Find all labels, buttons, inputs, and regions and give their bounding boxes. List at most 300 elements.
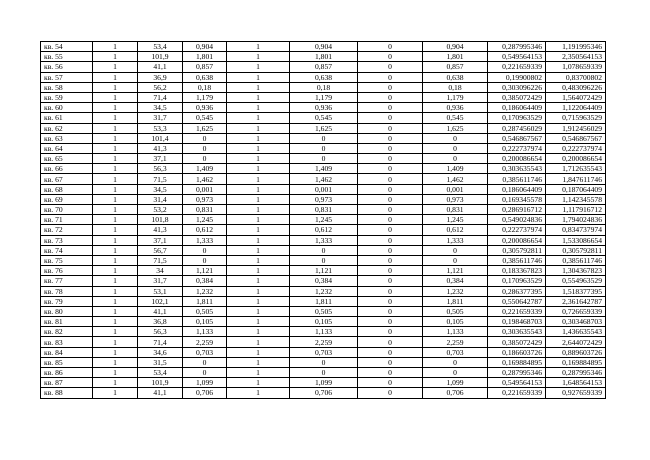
table-cell: 0,554963529 [546, 276, 606, 286]
apartment-label-cell: кв. 54 [41, 42, 93, 52]
table-cell: 0,18 [183, 82, 227, 92]
table-cell: 1 [227, 194, 290, 204]
table-row [41, 184, 606, 194]
table-cell: 0 [290, 143, 358, 153]
apartment-label-cell: кв. 57 [41, 72, 93, 82]
apartment-label-cell: кв. 58 [41, 82, 93, 92]
table-cell: 1 [93, 266, 138, 276]
table-row [41, 388, 606, 398]
table-cell: 0,505 [290, 306, 358, 316]
apartment-label-cell: кв. 66 [41, 164, 93, 174]
table-cell: 0 [423, 255, 488, 265]
table-cell: 0 [358, 72, 423, 82]
table-cell: 0,200086654 [488, 235, 546, 245]
table-row [41, 52, 606, 62]
table-cell: 0 [358, 245, 423, 255]
table-cell: 0 [423, 245, 488, 255]
table-cell: 1,648564153 [546, 378, 606, 388]
table-cell: 1,811 [183, 296, 227, 306]
table-cell: 0 [358, 194, 423, 204]
table-cell: 1,625 [183, 123, 227, 133]
table-cell: 0 [358, 113, 423, 123]
table-cell: 1 [227, 286, 290, 296]
table-cell: 0,384 [290, 276, 358, 286]
table-cell: 1,232 [290, 286, 358, 296]
table-cell: 2,644072429 [546, 337, 606, 347]
table-cell: 1,625 [290, 123, 358, 133]
apartment-label-cell: кв. 88 [41, 388, 93, 398]
table-cell: 0 [423, 133, 488, 143]
table-cell: 1 [93, 143, 138, 153]
apartment-label-cell: кв. 80 [41, 306, 93, 316]
table-cell: 0 [183, 245, 227, 255]
table-cell: 53,4 [138, 368, 183, 378]
table-cell: 31,4 [138, 194, 183, 204]
table-row [41, 357, 606, 367]
table-cell: 0,305792811 [488, 245, 546, 255]
table-cell: 1,811 [423, 296, 488, 306]
table-cell: 1 [93, 296, 138, 306]
table-cell: 0,904 [183, 42, 227, 52]
table-cell: 0,169884895 [546, 357, 606, 367]
table-cell: 34,5 [138, 184, 183, 194]
table-cell: 0,612 [290, 225, 358, 235]
table-row [41, 72, 606, 82]
table-cell: 0,105 [183, 317, 227, 327]
apartment-label-cell: кв. 82 [41, 327, 93, 337]
table-row [41, 103, 606, 113]
table-cell: 1 [227, 123, 290, 133]
table-cell: 0 [290, 368, 358, 378]
table-cell: 0,001 [183, 184, 227, 194]
table-cell: 1 [227, 337, 290, 347]
table-row [41, 286, 606, 296]
table-cell: 1 [227, 82, 290, 92]
table-cell: 0,170963529 [488, 276, 546, 286]
table-cell: 1 [227, 174, 290, 184]
table-cell: 1 [227, 184, 290, 194]
table-cell: 0,904 [423, 42, 488, 52]
table-cell: 1,133 [183, 327, 227, 337]
apartment-label-cell: кв. 59 [41, 92, 93, 102]
table-row [41, 154, 606, 164]
table-cell: 0,286916712 [488, 205, 546, 215]
table-cell: 1,179 [423, 92, 488, 102]
table-cell: 0,973 [423, 194, 488, 204]
table-cell: 0 [183, 154, 227, 164]
table-cell: 37,1 [138, 235, 183, 245]
table-cell: 0,857 [423, 62, 488, 72]
table-cell: 1 [93, 368, 138, 378]
table-cell: 0,857 [290, 62, 358, 72]
table-cell: 1,121 [183, 266, 227, 276]
table-cell: 0,385611746 [488, 255, 546, 265]
table-cell: 1 [93, 82, 138, 92]
table-cell: 0,638 [290, 72, 358, 82]
table-cell: 1 [227, 245, 290, 255]
table-cell: 1 [227, 266, 290, 276]
table-cell: 0 [358, 266, 423, 276]
table-row [41, 306, 606, 316]
table-cell: 53,4 [138, 42, 183, 52]
table-cell: 0,831 [183, 205, 227, 215]
apartment-label-cell: кв. 75 [41, 255, 93, 265]
table-cell: 0,549564153 [488, 378, 546, 388]
table-cell: 0,715963529 [546, 113, 606, 123]
table-cell: 2,259 [290, 337, 358, 347]
apartment-label-cell: кв. 87 [41, 378, 93, 388]
table-cell: 1 [227, 306, 290, 316]
apartment-label-cell: кв. 60 [41, 103, 93, 113]
table-cell: 1 [93, 347, 138, 357]
table-cell: 0 [290, 133, 358, 143]
table-cell: 0,638 [423, 72, 488, 82]
table-cell: 0 [423, 368, 488, 378]
table-cell: 1 [227, 368, 290, 378]
table-cell: 0 [358, 174, 423, 184]
table-cell: 34,6 [138, 347, 183, 357]
apartment-label-cell: кв. 65 [41, 154, 93, 164]
table-cell: 1 [227, 357, 290, 367]
table-cell: 0 [358, 92, 423, 102]
table-cell: 56,2 [138, 82, 183, 92]
table-cell: 1 [227, 133, 290, 143]
table-cell: 1 [227, 388, 290, 398]
table-cell: 0,287456029 [488, 123, 546, 133]
table-cell: 1,847611746 [546, 174, 606, 184]
table-cell: 0,169345578 [488, 194, 546, 204]
table-cell: 0,973 [290, 194, 358, 204]
apartment-label-cell: кв. 62 [41, 123, 93, 133]
table-cell: 1 [227, 154, 290, 164]
table-cell: 1 [227, 235, 290, 245]
table-cell: 1 [93, 327, 138, 337]
table-cell: 1 [227, 276, 290, 286]
table-cell: 0,001 [423, 184, 488, 194]
table-cell: 1 [227, 205, 290, 215]
apartment-label-cell: кв. 61 [41, 113, 93, 123]
table-cell: 0,936 [290, 103, 358, 113]
table-cell: 2,259 [423, 337, 488, 347]
table-cell: 0,303468703 [546, 317, 606, 327]
table-cell: 0,483096226 [546, 82, 606, 92]
table-cell: 0,706 [290, 388, 358, 398]
table-cell: 1,133 [423, 327, 488, 337]
table-cell: 1 [93, 276, 138, 286]
apartment-label-cell: кв. 67 [41, 174, 93, 184]
table-cell: 1 [227, 113, 290, 123]
table-cell: 1,245 [290, 215, 358, 225]
table-cell: 1 [227, 317, 290, 327]
table-cell: 0,385072429 [488, 337, 546, 347]
table-cell: 1 [227, 378, 290, 388]
table-cell: 0,638 [183, 72, 227, 82]
table-cell: 1,099 [183, 378, 227, 388]
table-cell: 0,384 [423, 276, 488, 286]
table-cell: 0,001 [290, 184, 358, 194]
table-row [41, 266, 606, 276]
apartment-label-cell: кв. 86 [41, 368, 93, 378]
table-cell: 0 [290, 255, 358, 265]
table-cell: 0 [358, 52, 423, 62]
table-cell: 34,5 [138, 103, 183, 113]
table-cell: 0,726659339 [546, 306, 606, 316]
table-cell: 0 [290, 357, 358, 367]
table-cell: 0 [423, 357, 488, 367]
table-cell: 1 [93, 62, 138, 72]
table-cell: 0 [183, 357, 227, 367]
table-cell: 1,712635543 [546, 164, 606, 174]
table-row [41, 113, 606, 123]
table-cell: 0,222737974 [488, 143, 546, 153]
table-cell: 0,904 [290, 42, 358, 52]
table-cell: 0 [358, 82, 423, 92]
table-cell: 1,121 [423, 266, 488, 276]
table-cell: 0,385611746 [488, 174, 546, 184]
apartment-label-cell: кв. 79 [41, 296, 93, 306]
table-cell: 0 [358, 42, 423, 52]
table-cell: 0,936 [183, 103, 227, 113]
table-cell: 0,505 [183, 306, 227, 316]
table-cell: 0 [183, 255, 227, 265]
apartment-label-cell: кв. 69 [41, 194, 93, 204]
table-cell: 0 [358, 306, 423, 316]
table-cell: 1,304367823 [546, 266, 606, 276]
table-cell: 1,333 [423, 235, 488, 245]
table-cell: 0,303096226 [488, 82, 546, 92]
table-cell: 0 [358, 378, 423, 388]
table-cell: 1,625 [423, 123, 488, 133]
table-cell: 0,703 [423, 347, 488, 357]
table-cell: 56,7 [138, 245, 183, 255]
table-cell: 34 [138, 266, 183, 276]
apartment-label-cell: кв. 68 [41, 184, 93, 194]
table-cell: 1,811 [290, 296, 358, 306]
table-cell: 1 [227, 42, 290, 52]
apartment-label-cell: кв. 81 [41, 317, 93, 327]
table-cell: 0 [358, 327, 423, 337]
table-cell: 0 [183, 143, 227, 153]
table-cell: 1 [93, 72, 138, 82]
table-row [41, 82, 606, 92]
table-cell: 1,333 [183, 235, 227, 245]
table-cell: 71,5 [138, 255, 183, 265]
table-cell: 0 [358, 388, 423, 398]
table-cell: 41,1 [138, 62, 183, 72]
apartment-label-cell: кв. 73 [41, 235, 93, 245]
table-cell: 0,384 [183, 276, 227, 286]
table-cell: 0,545 [423, 113, 488, 123]
table-cell: 1 [227, 225, 290, 235]
table-row [41, 205, 606, 215]
table-cell: 0,187064409 [546, 184, 606, 194]
table-cell: 1,232 [183, 286, 227, 296]
table-cell: 1 [93, 388, 138, 398]
table-cell: 0,889603726 [546, 347, 606, 357]
table-cell: 0 [358, 337, 423, 347]
table-cell: 1 [93, 194, 138, 204]
table-row [41, 296, 606, 306]
table-cell: 1 [93, 42, 138, 52]
table-cell: 0,545 [183, 113, 227, 123]
table-row [41, 317, 606, 327]
table-cell: 1 [93, 164, 138, 174]
table-row [41, 42, 606, 52]
table-cell: 1 [227, 92, 290, 102]
table-cell: 101,4 [138, 133, 183, 143]
table-cell: 1,179 [183, 92, 227, 102]
table-cell: 1 [93, 92, 138, 102]
table-cell: 0,169884895 [488, 357, 546, 367]
table-cell: 2,350564153 [546, 52, 606, 62]
table-cell: 1,121 [290, 266, 358, 276]
table-cell: 0,198468703 [488, 317, 546, 327]
table-cell: 1 [93, 286, 138, 296]
table-cell: 1 [93, 52, 138, 62]
table-cell: 0,19900802 [488, 72, 546, 82]
table-cell: 0,221659339 [488, 388, 546, 398]
apartment-label-cell: кв. 83 [41, 337, 93, 347]
table-cell: 0,287995346 [546, 368, 606, 378]
table-cell: 71,5 [138, 174, 183, 184]
table-cell: 0,287995346 [488, 42, 546, 52]
table-cell: 0 [423, 143, 488, 153]
table-row [41, 276, 606, 286]
table-cell: 1,333 [290, 235, 358, 245]
table-cell: 2,259 [183, 337, 227, 347]
table-cell: 0,505 [423, 306, 488, 316]
table-cell: 0,831 [290, 205, 358, 215]
table-cell: 0 [358, 347, 423, 357]
table-cell: 1 [227, 143, 290, 153]
table-cell: 0 [290, 245, 358, 255]
table-cell: 1,409 [183, 164, 227, 174]
table-cell: 1,409 [290, 164, 358, 174]
table-cell: 0 [358, 225, 423, 235]
apartment-label-cell: кв. 63 [41, 133, 93, 143]
table-row [41, 215, 606, 225]
table-cell: 0,186064409 [488, 103, 546, 113]
table-cell: 1 [227, 103, 290, 113]
table-row [41, 255, 606, 265]
table-cell: 2,361642787 [546, 296, 606, 306]
apartment-label-cell: кв. 72 [41, 225, 93, 235]
table-cell: 1,436635543 [546, 327, 606, 337]
table-cell: 0 [358, 154, 423, 164]
table-cell: 1 [93, 357, 138, 367]
table-cell: 0,186064409 [488, 184, 546, 194]
table-row [41, 143, 606, 153]
table-cell: 0,18 [423, 82, 488, 92]
table-cell: 0,706 [183, 388, 227, 398]
table-cell: 0,105 [290, 317, 358, 327]
table-cell: 101,9 [138, 52, 183, 62]
table-row [41, 245, 606, 255]
table-cell: 0 [358, 357, 423, 367]
table-cell: 1,801 [183, 52, 227, 62]
table-cell: 0 [358, 368, 423, 378]
apartment-data-table [40, 41, 606, 399]
table-cell: 0,703 [290, 347, 358, 357]
table-cell: 0 [183, 368, 227, 378]
table-cell: 0 [358, 205, 423, 215]
table-cell: 0 [358, 123, 423, 133]
table-cell: 1,232 [423, 286, 488, 296]
table-cell: 41,3 [138, 225, 183, 235]
table-cell: 1 [93, 133, 138, 143]
table-cell: 101,8 [138, 215, 183, 225]
table-row [41, 327, 606, 337]
table-cell: 0 [358, 143, 423, 153]
table-cell: 1,078659339 [546, 62, 606, 72]
table-cell: 1 [227, 296, 290, 306]
table-cell: 0,936 [423, 103, 488, 113]
table-cell: 1 [93, 113, 138, 123]
table-row [41, 133, 606, 143]
table-cell: 0,303635543 [488, 164, 546, 174]
table-cell: 1,099 [423, 378, 488, 388]
table-cell: 1,191995346 [546, 42, 606, 52]
table-cell: 0,834737974 [546, 225, 606, 235]
table-cell: 0,706 [423, 388, 488, 398]
table-cell: 0 [358, 164, 423, 174]
table-cell: 1 [227, 327, 290, 337]
table-cell: 0,287995346 [488, 368, 546, 378]
table-cell: 1,462 [290, 174, 358, 184]
table-cell: 0,857 [183, 62, 227, 72]
table-cell: 1,179 [290, 92, 358, 102]
table-cell: 0,973 [183, 194, 227, 204]
table-cell: 0 [358, 286, 423, 296]
table-cell: 1 [93, 174, 138, 184]
table-cell: 1 [93, 123, 138, 133]
table-cell: 0,221659339 [488, 62, 546, 72]
table-cell: 0,385072429 [488, 92, 546, 102]
table-cell: 0 [358, 276, 423, 286]
table-cell: 53,2 [138, 205, 183, 215]
table-cell: 1,245 [183, 215, 227, 225]
table-cell: 1 [227, 215, 290, 225]
table-cell: 0 [358, 296, 423, 306]
table-cell: 0,170963529 [488, 113, 546, 123]
table-cell: 0 [358, 215, 423, 225]
table-cell: 31,7 [138, 276, 183, 286]
table-cell: 41,3 [138, 143, 183, 153]
table-cell: 0 [358, 62, 423, 72]
table-cell: 0,222737974 [546, 143, 606, 153]
apartment-label-cell: кв. 64 [41, 143, 93, 153]
table-cell: 1,462 [423, 174, 488, 184]
table-cell: 0,831 [423, 205, 488, 215]
table-body [41, 42, 606, 399]
table-cell: 0,183367823 [488, 266, 546, 276]
table-cell: 53,3 [138, 123, 183, 133]
table-cell: 1 [93, 306, 138, 316]
table-cell: 1 [227, 62, 290, 72]
table-cell: 0,549564153 [488, 52, 546, 62]
table-cell: 31,5 [138, 357, 183, 367]
table-row [41, 337, 606, 347]
apartment-label-cell: кв. 55 [41, 52, 93, 62]
table-cell: 1 [93, 337, 138, 347]
table-cell: 0,703 [183, 347, 227, 357]
table-cell: 1 [93, 317, 138, 327]
apartment-label-cell: кв. 74 [41, 245, 93, 255]
table-cell: 53,1 [138, 286, 183, 296]
table-row [41, 378, 606, 388]
table-cell: 1,564072429 [546, 92, 606, 102]
table-cell: 1,801 [290, 52, 358, 62]
